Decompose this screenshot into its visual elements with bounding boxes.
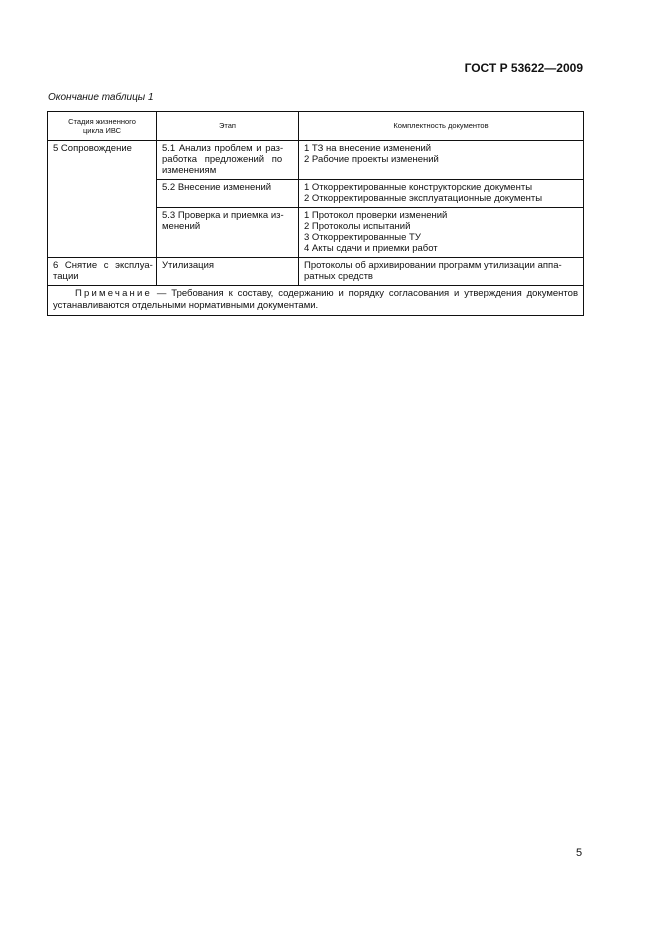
docs-cell: Протоколы об архивировании программ утилизации аппа- ратных средств [299, 258, 584, 286]
table-header-row [48, 112, 584, 141]
page-number: 5 [576, 847, 583, 859]
docs-cell: 1 Откорректированные конструкторские документы 2 Откорректированные эксплуатационные документы [299, 180, 584, 208]
table-row [48, 141, 584, 180]
docs-cell: 1 ТЗ на внесение изменений 2 Рабочие проекты изменений [299, 141, 584, 180]
table-caption: Окончание таблицы 1 [48, 92, 154, 103]
docs-cell: 1 Протокол проверки изменений 2 Протоколы испытаний 3 Откорректированные ТУ 4 Акты сдачи и приемки работ [299, 208, 584, 258]
documents-table [47, 111, 584, 316]
table-note [48, 286, 584, 316]
step-cell: 5.3 Проверка и приемка из- менений [157, 208, 299, 258]
standard-code: ГОСТ Р 53622—2009 [464, 61, 583, 75]
header-step: Этап [157, 112, 299, 141]
header-docs: Комплектность документов [299, 112, 584, 141]
table-row [48, 258, 584, 286]
note-text: Требования к составу, содержанию и порядку согласования и утверждения документов устанавливаются отдельными нормативными документами. [53, 288, 578, 311]
table-note-row [48, 286, 584, 316]
note-label: Примечание [75, 288, 152, 299]
header-stage: Стадия жизненного цикла ИВС [48, 112, 157, 141]
step-cell: 5.1 Анализ проблем и раз- работка предложений по изменениям [157, 141, 299, 180]
stage-cell: 6 Снятие с эксплуа- тации [48, 258, 157, 286]
note-dash: — [152, 288, 172, 299]
step-cell: 5.2 Внесение изменений [157, 180, 299, 208]
step-cell: Утилизация [157, 258, 299, 286]
stage-cell: 5 Сопровождение [48, 141, 157, 258]
